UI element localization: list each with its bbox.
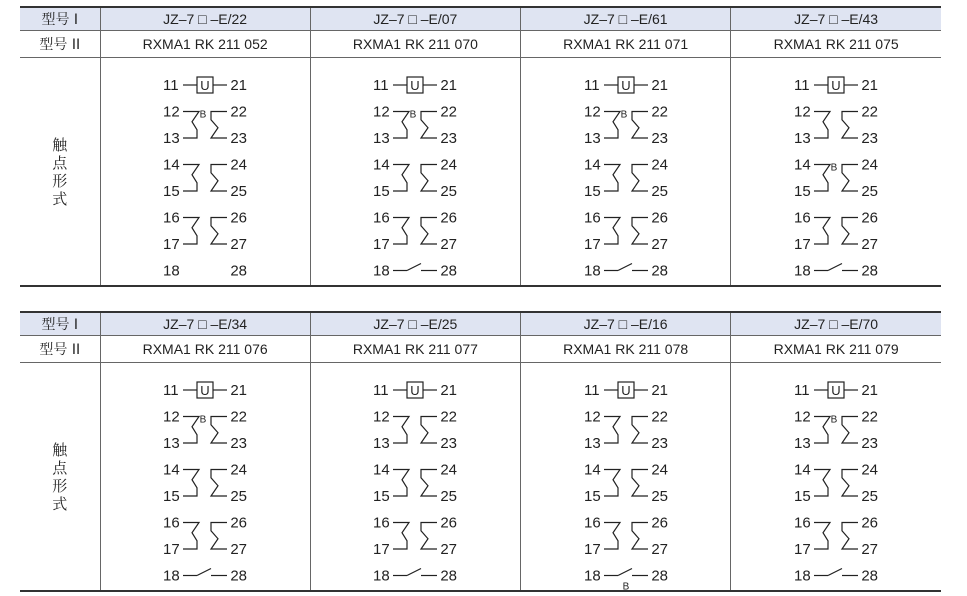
contact-left [604,416,620,443]
contact-right [421,416,437,443]
terminal-label-left: 11 [583,76,600,94]
contact-left [604,469,620,496]
contact-diagram-cell [521,58,731,287]
bottom-switch [197,568,211,575]
terminal-label-right: 22 [230,103,248,120]
type1-header: 型号 I [20,7,100,31]
terminal-label-left: 13 [794,129,811,147]
terminal-label-left: 11 [794,76,810,94]
type2-cell: RXMA1 RK 211 078 [521,336,731,363]
terminal-label-right: 24 [861,156,879,173]
b-marker: B [620,109,627,120]
terminal-label-left: 18 [163,262,180,279]
terminal-label-left: 16 [373,514,391,531]
type1-cell: JZ–7 □ –E/25 [310,312,520,336]
type2-cell: RXMA1 RK 211 075 [731,31,941,58]
contact-right [211,217,227,244]
terminal-label-right: 23 [861,434,879,452]
terminal-label-left: 14 [373,461,391,478]
b-marker: B [410,109,417,120]
terminal-label-left: 18 [373,567,391,584]
spec-table-1 [20,6,941,287]
contact-left [604,217,620,244]
terminal-label-right: 21 [650,381,668,399]
contact-right [211,416,227,443]
contact-right [632,164,648,191]
terminal-label-right: 23 [650,434,668,452]
contact-right [421,217,437,244]
terminal-label-right: 21 [440,381,458,399]
contact-left [183,416,199,443]
contact-diagram-cell [310,58,520,287]
terminal-label-right: 22 [650,103,668,120]
contact-right [632,469,648,496]
terminal-label-right: 25 [861,182,879,200]
terminal-label-left: 16 [163,514,180,531]
terminal-label-right: 24 [230,156,248,173]
contact-left [393,111,409,138]
terminal-label-right: 25 [440,182,458,200]
terminal-label-left: 11 [373,381,389,399]
contact-left [604,111,620,138]
contact-right [842,522,858,549]
terminal-label-right: 23 [650,129,668,147]
contact-form-header [20,58,100,287]
contact-right [421,111,437,138]
terminal-label-left: 14 [583,156,601,173]
spec-table-2 [20,311,941,592]
terminal-label-right: 25 [650,182,668,200]
contact-left [814,522,830,549]
contact-row [20,363,941,592]
terminal-label-left: 14 [373,156,391,173]
terminal-label-left: 16 [163,209,180,226]
type2-row [20,31,941,58]
coil-symbol: U [410,77,421,93]
terminal-label-left: 13 [583,129,601,147]
bottom-switch [618,568,632,575]
terminal-label-right: 27 [440,235,458,253]
type2-cell: RXMA1 RK 211 071 [521,31,731,58]
bottom-switch [828,568,842,575]
type2-header: 型号 II [20,336,100,363]
terminal-label-left: 15 [794,182,811,200]
type1-cell: JZ–7 □ –E/07 [310,7,520,31]
type1-cell: JZ–7 □ –E/61 [521,7,731,31]
type1-cell: JZ–7 □ –E/16 [521,312,731,336]
terminal-label-right: 25 [440,487,458,505]
terminal-label-left: 15 [373,487,391,505]
type1-cell: JZ–7 □ –E/34 [100,312,310,336]
terminal-label-left: 13 [794,434,811,452]
terminal-label-right: 23 [230,129,248,147]
terminal-label-left: 14 [794,461,811,478]
terminal-label-right: 21 [440,76,458,94]
terminal-label-right: 28 [861,567,879,584]
type2-cell: RXMA1 RK 211 077 [310,336,520,363]
terminal-label-right: 21 [650,76,668,94]
terminal-label-right: 21 [861,381,879,399]
coil-symbol: U [620,382,631,398]
contact-left [393,217,409,244]
type1-cell: JZ–7 □ –E/70 [731,312,941,336]
type2-header: 型号 II [20,31,100,58]
terminal-label-right: 26 [861,209,879,226]
b-marker: B [622,581,629,592]
contact-right [842,217,858,244]
contact-diagram [335,67,495,277]
terminal-label-left: 12 [373,408,391,425]
terminal-label-right: 26 [440,209,458,226]
contact-right [842,416,858,443]
terminal-label-left: 18 [373,262,391,279]
contact-left [183,522,199,549]
contact-diagram [546,67,706,277]
contact-left [393,469,409,496]
bottom-switch [828,263,842,270]
terminal-label-left: 16 [583,514,601,531]
terminal-label-right: 24 [440,156,458,173]
contact-right [421,522,437,549]
terminal-label-left: 14 [163,156,180,173]
contact-left [393,522,409,549]
type2-cell: RXMA1 RK 211 076 [100,336,310,363]
contact-diagram-cell [310,363,520,592]
contact-diagram [335,372,495,582]
terminal-label-left: 18 [583,567,601,584]
contact-left [814,111,830,138]
contact-right [842,111,858,138]
terminal-label-left: 15 [794,487,811,505]
contact-right [211,111,227,138]
terminal-label-right: 23 [230,434,248,452]
contact-form-label: 触点形式 [52,440,68,513]
contact-diagram-cell [731,58,941,287]
terminal-label-right: 25 [230,182,248,200]
terminal-label-right: 22 [861,103,879,120]
terminal-label-left: 18 [583,262,601,279]
terminal-label-left: 17 [373,540,391,558]
terminal-label-right: 24 [650,156,668,173]
terminal-label-right: 24 [650,461,668,478]
contact-right [211,522,227,549]
terminal-label-left: 16 [373,209,391,226]
terminal-label-left: 12 [794,408,811,425]
contact-diagram [756,372,916,582]
terminal-label-right: 26 [650,514,668,531]
terminal-label-right: 21 [230,381,248,399]
contact-right [842,469,858,496]
terminal-label-left: 12 [163,408,180,425]
terminal-label-right: 23 [861,129,879,147]
contact-right [632,522,648,549]
terminal-label-left: 17 [583,235,601,253]
terminal-label-left: 11 [163,76,179,94]
terminal-label-right: 26 [230,209,248,226]
terminal-label-right: 28 [650,262,668,279]
contact-left [393,416,409,443]
contact-right [632,416,648,443]
contact-left [183,164,199,191]
terminal-label-left: 15 [373,182,391,200]
terminal-label-right: 23 [440,129,458,147]
terminal-label-right: 25 [230,487,248,505]
b-marker: B [199,109,207,120]
bottom-switch [407,263,421,270]
terminal-label-right: 28 [650,567,668,584]
terminal-label-left: 15 [163,182,180,200]
terminal-label-right: 27 [861,540,879,558]
terminal-label-left: 14 [583,461,601,478]
type1-row [20,312,941,336]
type2-cell: RXMA1 RK 211 052 [100,31,310,58]
terminal-label-right: 24 [440,461,458,478]
terminal-label-right: 22 [440,408,458,425]
terminal-label-right: 24 [861,461,879,478]
contact-left [183,469,199,496]
terminal-label-right: 21 [230,76,248,94]
terminal-label-left: 11 [163,381,179,399]
terminal-label-right: 26 [230,514,248,531]
terminal-label-right: 27 [650,235,668,253]
coil-symbol: U [200,77,210,93]
type1-cell: JZ–7 □ –E/43 [731,7,941,31]
contact-right [842,164,858,191]
bottom-switch [407,568,421,575]
terminal-label-right: 27 [440,540,458,558]
terminal-label-left: 12 [583,408,601,425]
contact-form-label: 触点形式 [52,135,68,208]
terminal-label-left: 17 [163,540,180,558]
terminal-label-right: 27 [861,235,879,253]
terminal-label-right: 25 [650,487,668,505]
terminal-label-left: 17 [373,235,391,253]
terminal-label-left: 11 [583,381,600,399]
contact-right [632,217,648,244]
terminal-label-left: 18 [163,567,180,584]
terminal-label-right: 22 [650,408,668,425]
terminal-label-left: 17 [163,235,180,253]
terminal-label-left: 12 [163,103,180,120]
terminal-label-left: 11 [794,381,810,399]
terminal-label-right: 28 [861,262,879,279]
type1-cell: JZ–7 □ –E/22 [100,7,310,31]
terminal-label-left: 12 [794,103,811,120]
terminal-label-left: 16 [794,209,811,226]
type2-cell: RXMA1 RK 211 079 [731,336,941,363]
b-marker: B [830,414,838,425]
terminal-label-left: 11 [373,76,389,94]
terminal-label-right: 22 [440,103,458,120]
terminal-label-right: 27 [650,540,668,558]
contact-left [604,164,620,191]
bottom-switch [618,263,632,270]
type1-header: 型号 I [20,312,100,336]
terminal-label-left: 12 [583,103,601,120]
terminal-label-left: 16 [583,209,601,226]
b-marker: B [199,414,207,425]
contact-left [814,416,830,443]
contact-right [211,469,227,496]
contact-right [421,469,437,496]
terminal-label-left: 18 [794,567,811,584]
terminal-label-left: 15 [583,487,601,505]
contact-diagram [546,372,706,592]
terminal-label-left: 13 [163,129,180,147]
terminal-label-right: 23 [440,434,458,452]
contact-left [183,111,199,138]
terminal-label-right: 25 [861,487,879,505]
contact-form-header [20,363,100,592]
terminal-label-right: 26 [861,514,879,531]
contact-left [604,522,620,549]
terminal-label-right: 28 [230,262,248,279]
terminal-label-left: 18 [794,262,811,279]
contact-right [211,164,227,191]
contact-diagram-cell [521,363,731,592]
coil-symbol: U [410,382,421,398]
terminal-label-left: 15 [163,487,180,505]
contact-right [632,111,648,138]
terminal-label-right: 28 [230,567,248,584]
contact-diagram-cell [100,58,310,287]
terminal-label-left: 12 [373,103,391,120]
terminal-label-right: 27 [230,235,248,253]
terminal-label-left: 17 [794,235,811,253]
coil-symbol: U [831,77,841,93]
b-marker: B [830,162,838,173]
terminal-label-right: 27 [230,540,248,558]
contact-diagram-cell [731,363,941,592]
terminal-label-right: 22 [230,408,248,425]
terminal-label-left: 17 [794,540,811,558]
contact-left [814,164,830,191]
terminal-label-left: 16 [794,514,811,531]
terminal-label-right: 26 [440,514,458,531]
coil-symbol: U [200,382,210,398]
terminal-label-left: 14 [163,461,180,478]
contact-diagram [125,67,285,277]
type2-row [20,336,941,363]
terminal-label-left: 15 [583,182,601,200]
contact-diagram [125,372,285,582]
type2-cell: RXMA1 RK 211 070 [310,31,520,58]
contact-row [20,58,941,287]
contact-diagram [756,67,916,277]
terminal-label-left: 13 [373,434,391,452]
contact-left [814,217,830,244]
terminal-label-right: 26 [650,209,668,226]
type1-row [20,7,941,31]
terminal-label-left: 14 [794,156,811,173]
coil-symbol: U [620,77,631,93]
coil-symbol: U [831,382,841,398]
terminal-label-left: 13 [373,129,391,147]
terminal-label-right: 24 [230,461,248,478]
terminal-label-right: 28 [440,567,458,584]
contact-left [183,217,199,244]
terminal-label-right: 22 [861,408,879,425]
terminal-label-left: 13 [583,434,601,452]
contact-right [421,164,437,191]
contact-left [393,164,409,191]
terminal-label-left: 17 [583,540,601,558]
contact-diagram-cell [100,363,310,592]
contact-left [814,469,830,496]
terminal-label-left: 13 [163,434,180,452]
terminal-label-right: 28 [440,262,458,279]
terminal-label-right: 21 [861,76,879,94]
